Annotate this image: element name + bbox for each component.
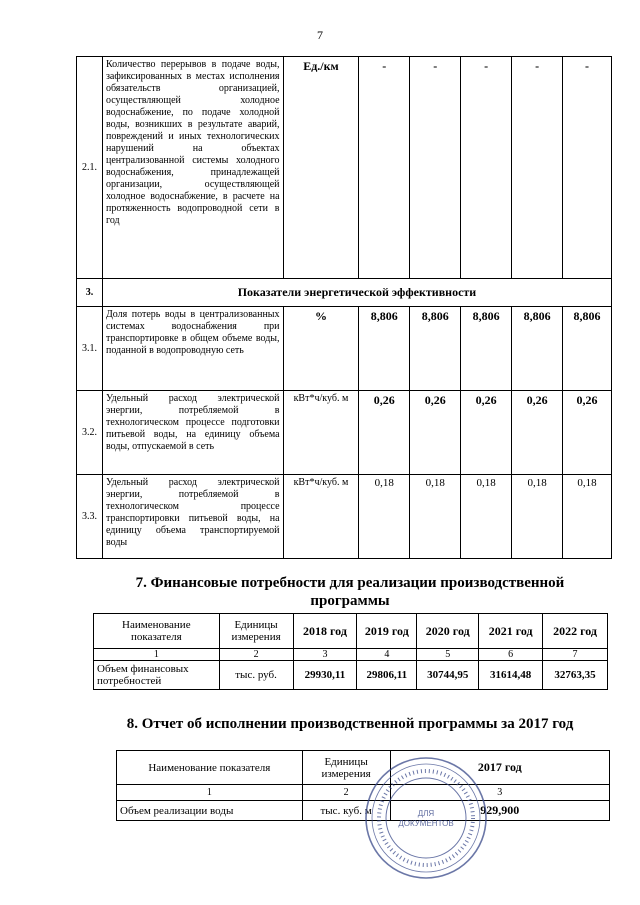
column-index: 1 — [94, 649, 220, 661]
financial-needs-table — [93, 613, 608, 690]
column-index: 2 — [302, 785, 390, 801]
column-index: 3 — [390, 785, 609, 801]
column-header: 2021 год — [479, 614, 543, 649]
table-row — [94, 661, 608, 690]
value-cell: 8,806 — [359, 307, 410, 391]
table-row — [117, 801, 610, 821]
row-number: 3.1. — [77, 307, 103, 391]
unit-cell: Ед./км — [283, 57, 359, 279]
value-cell: 8,806 — [410, 307, 461, 391]
table-header-row — [117, 751, 610, 785]
value-cell: 32763,35 — [543, 661, 608, 690]
column-index: 1 — [117, 785, 303, 801]
column-index: 6 — [479, 649, 543, 661]
value-cell: 0,26 — [359, 391, 410, 475]
column-header: Единицы измерения — [302, 751, 390, 785]
row-number: 3. — [77, 279, 103, 307]
column-header: 2017 год — [390, 751, 609, 785]
value-cell: 29806,11 — [357, 661, 417, 690]
value-cell: 0,18 — [461, 475, 512, 559]
column-header: 2019 год — [357, 614, 417, 649]
column-index: 4 — [357, 649, 417, 661]
table-row — [77, 391, 612, 475]
value-cell: 0,26 — [410, 391, 461, 475]
value-cell: 8,806 — [563, 307, 612, 391]
table-row — [77, 57, 612, 279]
section-title: Показатели энергетической эффективности — [102, 279, 611, 307]
column-index: 3 — [293, 649, 357, 661]
section-7-heading: 7. Финансовые потребности для реализации производственной программы — [135, 575, 565, 609]
indicator-name: Объем реализации воды — [117, 801, 303, 821]
column-header: Наименование показателя — [117, 751, 303, 785]
value-cell: - — [359, 57, 410, 279]
column-header: 2022 год — [543, 614, 608, 649]
column-header: 2020 год — [417, 614, 479, 649]
svg-text:ДОКУМЕНТОВ: ДОКУМЕНТОВ — [398, 819, 454, 828]
column-header: Единицы измерения — [219, 614, 293, 649]
indicator-description: Удельный расход электрической энергии, потребляемой в технологическом процессе подготовки питьевой воды, на единицу объема воды, отпускаемой в сеть — [102, 391, 283, 475]
column-index: 5 — [417, 649, 479, 661]
value-cell: 0,26 — [512, 391, 563, 475]
unit-cell: тыс. куб. м — [302, 801, 390, 821]
page-number: 7 — [317, 28, 323, 42]
value-cell: 8,806 — [512, 307, 563, 391]
unit-cell: % — [283, 307, 359, 391]
unit-cell: тыс. руб. — [219, 661, 293, 690]
value-cell: 0,18 — [410, 475, 461, 559]
official-seal-stamp — [364, 756, 488, 880]
column-index-row — [94, 649, 608, 661]
unit-cell: кВт*ч/куб. м — [283, 391, 359, 475]
value-cell: 0,18 — [359, 475, 410, 559]
value-cell: 0,26 — [461, 391, 512, 475]
value-cell: 8,806 — [461, 307, 512, 391]
report-table — [116, 750, 610, 821]
column-header: 2018 год — [293, 614, 357, 649]
value-cell: - — [410, 57, 461, 279]
svg-text:ДЛЯ: ДЛЯ — [417, 809, 435, 818]
value-cell: 929,900 — [390, 801, 609, 821]
row-number: 2.1. — [77, 57, 103, 279]
indicator-name: Объем финансовых потребностей — [94, 661, 220, 690]
table-row — [77, 307, 612, 391]
section-8-heading: 8. Отчет об исполнении производственной программы за 2017 год — [126, 716, 574, 732]
value-cell: - — [512, 57, 563, 279]
value-cell: 0,18 — [563, 475, 612, 559]
row-number: 3.3. — [77, 475, 103, 559]
row-number: 3.2. — [77, 391, 103, 475]
table-row — [77, 475, 612, 559]
value-cell: 30744,95 — [417, 661, 479, 690]
unit-cell: кВт*ч/куб. м — [283, 475, 359, 559]
indicator-description: Количество перерывов в подаче воды, зафиксированных в местах исполнения обязательств организацией, осуществляющей холодное водоснабжение, по подаче холодной воды, возникших в результате аварий, повреждений и иных технологических нарушений на объектах централизованной системы холодного водоснабжения, принадлежащей организации, осуществляющей холодное водоснабжение, в расчете на протяженность водопроводной сети в год — [102, 57, 283, 279]
column-index: 2 — [219, 649, 293, 661]
value-cell: - — [563, 57, 612, 279]
value-cell: - — [461, 57, 512, 279]
section-row — [77, 279, 612, 307]
value-cell: 0,18 — [512, 475, 563, 559]
value-cell: 31614,48 — [479, 661, 543, 690]
indicator-description: Удельный расход электрической энергии, потребляемой в технологическом процессе транспортировки питьевой воды, на единицу объема транспортируемой воды — [102, 475, 283, 559]
column-index: 7 — [543, 649, 608, 661]
value-cell: 0,26 — [563, 391, 612, 475]
indicator-description: Доля потерь воды в централизованных системах водоснабжения при транспортировке в общем объеме воды, поданной в водопроводную сеть — [102, 307, 283, 391]
table-header-row — [94, 614, 608, 649]
value-cell: 29930,11 — [293, 661, 357, 690]
column-index-row — [117, 785, 610, 801]
column-header: Наименование показателя — [94, 614, 220, 649]
indicators-table — [76, 56, 612, 559]
